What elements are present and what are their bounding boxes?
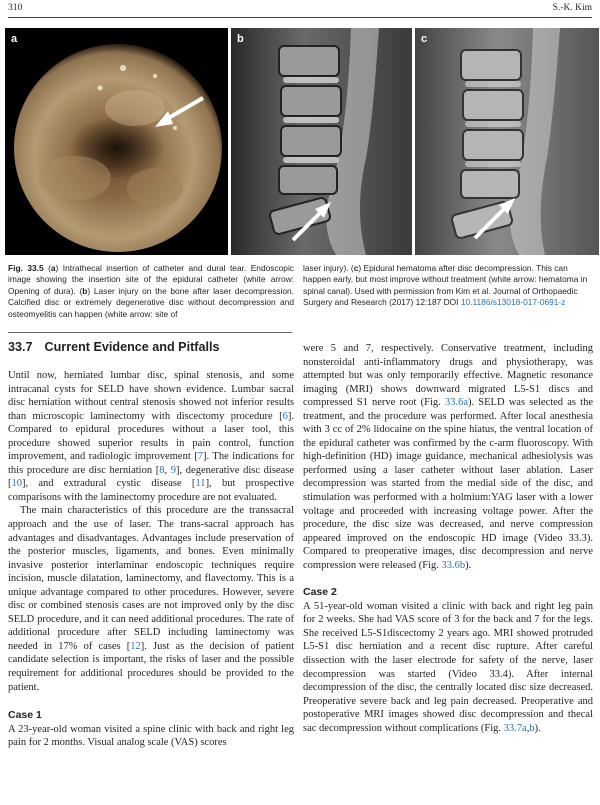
caption-text: ) Intrathecal insertion of catheter and dural tear. Endoscopic image showing the insertion site of the epidural catheter (white arrow: Opening of dura). ( xyxy=(8,263,294,296)
text: ], and extradural cystic disease [ xyxy=(22,478,196,490)
endoscopic-image xyxy=(5,28,228,255)
figure-panel-c xyxy=(415,28,599,255)
citation-link[interactable]: 11 xyxy=(195,478,206,490)
paragraph xyxy=(8,504,294,694)
figure-caption-left xyxy=(8,263,294,320)
citation-link[interactable]: 6 xyxy=(282,410,288,422)
citation-link[interactable]: 9 xyxy=(170,464,177,476)
page-number: 310 xyxy=(8,3,23,13)
figure-panel-a xyxy=(5,28,228,255)
paragraph xyxy=(303,342,593,572)
text: ]. Just as the decision of patient candidate selection is important, the risks of laser and the possible requirement for additional procedures should be provided to the patient. xyxy=(8,640,294,693)
caption-panel-ref: c xyxy=(353,263,359,273)
paragraph xyxy=(303,600,593,735)
panel-label-a: a xyxy=(11,33,18,45)
text: ], degenerative disc disease [ xyxy=(8,464,294,490)
caption-text: ) Laser injury on the bone after laser decompression. Calcified disc or extremely degenerative disc without decompression and osteomyelitis can happen (white arrow: site of xyxy=(8,285,294,319)
text: The main characteristics of this procedure are the transsacral approach and the use of laser. The trans-sacral approach has advantages and disadvantages. Advantages include preservation of the posterior muscles, ligaments, and bones. Even minimally invasive posterior interlaminar endoscopic techniques require incision, muscle dilatation, laminectomy, and flavectomy. This is a unique advantage compared to other procedures. However, severe disc or combined stenosis cases are not improved only by the disc SELD procedure, and it can need additional procedures. The rate of additional procedure after SELD including laminectomy was needed in 17% of cases [ xyxy=(8,505,294,652)
mri-image-c xyxy=(415,28,599,255)
text: ). SELD was selected as the treatment, and the procedure was performed. After local anesthesia with 3 cc of 2% lidocaine on the spine hiatus, the ventral location of the epidural catheter was confirmed by the c-arm fluoroscopy. With high-definition (HD) image guidance, mechanical adhesiolysis was performed using a laser catheter without laser ablation. Laser decompression was started from the medial side of the disc, and stimulation was performed with a holmium:YAG laser with a lower voltage and proceeded with increasing voltage power. After the procedure, the disc size was decreased, and nerve compression appeared improved on the endoscopic HD image (Video 33.3). Compared to preoperative images, disc decompression and nerve compression were released (Fig. xyxy=(303,397,593,571)
section-number: 33.7 xyxy=(8,340,33,354)
panel-label-c: c xyxy=(421,33,428,45)
caption-panel-ref: b xyxy=(82,285,88,296)
caption-text: ( xyxy=(48,263,51,273)
section-heading xyxy=(8,340,292,354)
text: , xyxy=(526,722,530,734)
citation-link[interactable]: 10 xyxy=(11,478,22,490)
text: A 51-year-old woman visited a clinic with back and right leg pain for 2 weeks. She had VAS score of 3 for the back and 7 for the legs. She received L5-S1discectomy 2 years ago. MRI showed protruded L5-S1 disc herniation and a recent disc rupture. After careful dissection with the laser electrode for safety of the nerve, laser decompression was started (Video 33.4). After internal decompression of the disc, the centrally located disc size decreased. Preoperative severe back and leg pain decreased. Preoperative and postoperative MRI images showed disc decompression and thecal sac decompression without complications (Fig. xyxy=(303,600,593,734)
running-author: S.-K. Kim xyxy=(552,3,592,13)
text: , xyxy=(164,464,171,476)
citation-link[interactable]: 12 xyxy=(130,640,141,652)
figure-ref-link[interactable]: b xyxy=(529,722,535,734)
figure-ref-link[interactable]: 33.7a xyxy=(503,722,527,734)
section-title: Current Evidence and Pitfalls xyxy=(44,340,220,354)
section-rule xyxy=(8,332,292,333)
doi-link[interactable]: 10.1186/s13018-017-0691-z xyxy=(460,297,566,308)
figure-ref-link[interactable]: 33.6b xyxy=(441,559,466,571)
left-column xyxy=(8,369,294,750)
paragraph: A 23-year-old woman visited a spine clinic with back and right leg pain for 2 months. Visual analog scale (VAS) scores xyxy=(8,723,294,749)
panel-label-b: b xyxy=(237,33,244,45)
figure-panel-b xyxy=(231,28,412,255)
text: ]. Compared to epidural procedures without a laser tool, this procedure showed superior results in pain control, function improvement, and radiologic improvement [ xyxy=(8,410,294,463)
figure-33-5 xyxy=(5,28,599,255)
paragraph xyxy=(8,369,294,504)
figure-ref-link[interactable]: 33.6a xyxy=(444,397,468,409)
caption-text: ) Epidural hematoma after disc decompression. This can happen early, but most improve without treatment (white arrow: hematoma in spinal canal). Used with permission from Kim et al. Journal of Orthopaedic Surgery and Research (2017) 12:187 DOI xyxy=(303,263,588,308)
citation-link[interactable]: 7 xyxy=(197,451,203,463)
figure-id: Fig. 33.5 xyxy=(8,263,44,273)
text: were 5 and 7, respectively. Conservative treatment, including nonsteroidal anti-inflammatory drugs and physiotherapy, was attempted but was only temporarily effective. Magnetic resonance imaging (MRI) shows downward migrated L5-S1 discs and compressed S1 nerve root (Fig. xyxy=(303,343,593,409)
text: ]. The indications for this procedure are disc herniation [ xyxy=(8,451,295,476)
caption-text: laser injury). ( xyxy=(303,263,354,273)
case-2-heading: Case 2 xyxy=(303,586,337,599)
case-1-heading: Case 1 xyxy=(8,709,42,722)
right-column xyxy=(303,342,593,735)
text: ). xyxy=(465,559,472,571)
citation-link[interactable]: 8 xyxy=(159,464,165,476)
caption-panel-ref: a xyxy=(50,263,56,273)
mri-image-b xyxy=(231,28,412,255)
running-header xyxy=(8,3,592,18)
figure-caption-right xyxy=(303,263,593,309)
text: ). xyxy=(534,722,541,734)
text: ], but prospective comparisons with the laminectomy procedure are not evaluated. xyxy=(8,478,295,503)
text: Until now, herniated lumbar disc, spinal stenosis, and some intracanal cysts for SELD have shown evidence. Lumbar sacral disc herniation without central stenosis showed not inferior results than microscopic laminectomy with discectomy procedure [ xyxy=(8,370,294,422)
